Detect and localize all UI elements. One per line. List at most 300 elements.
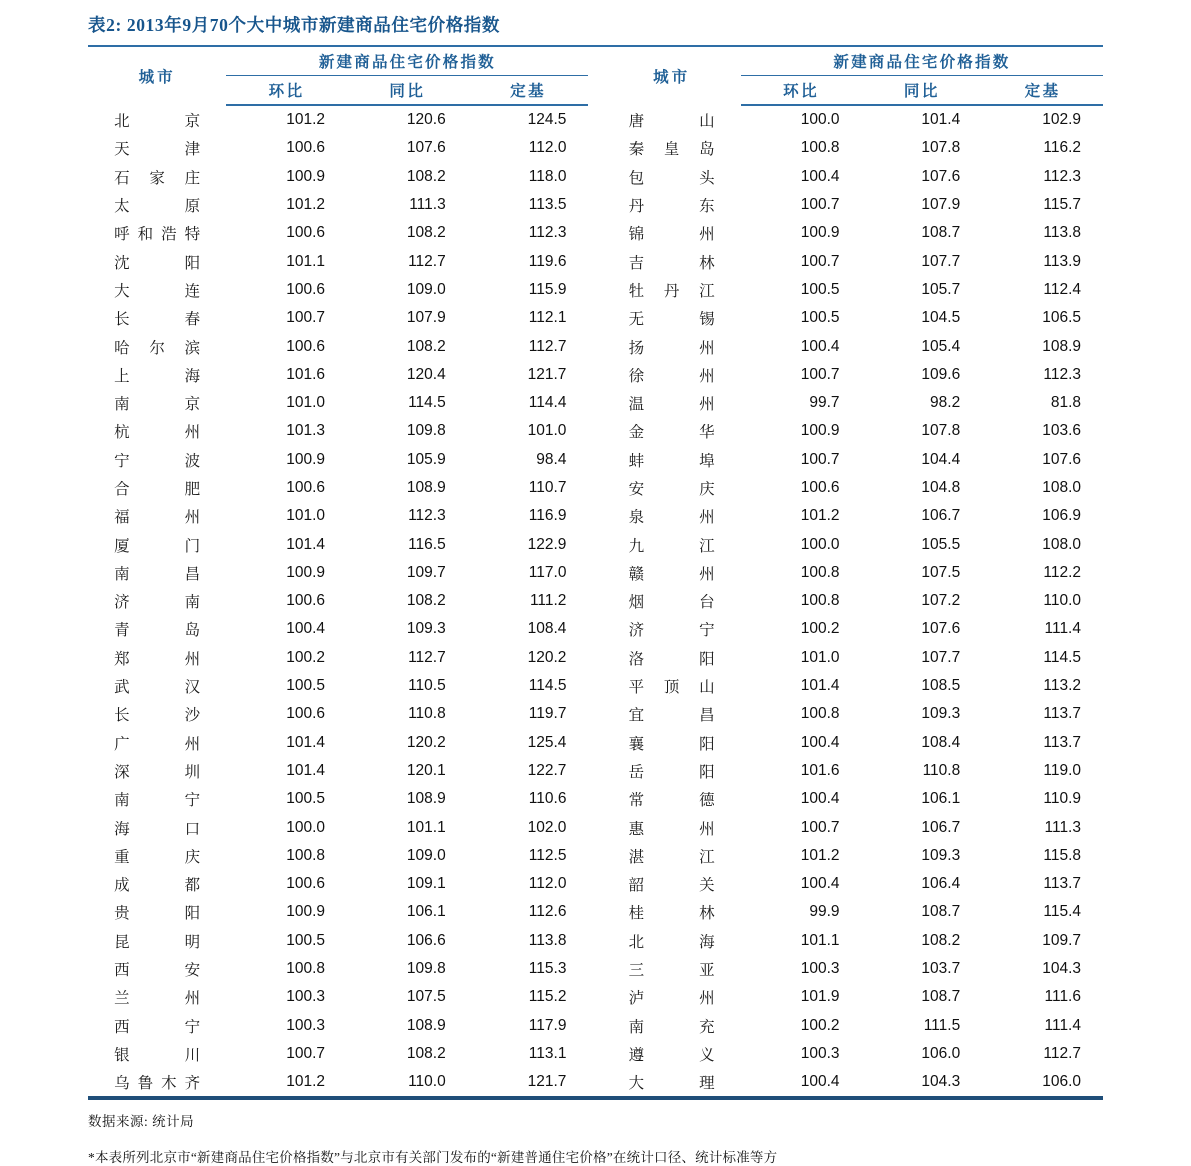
cell-base-left: 118.0 (528, 167, 567, 185)
cell-base-right: 115.4 (1043, 903, 1081, 921)
cell-city-left: 呼和浩特 (114, 226, 201, 244)
cell-base-right: 108.0 (1042, 479, 1081, 496)
cell-city-left: 深圳 (114, 763, 201, 781)
col-group-header-right: 新建商品住宅价格指数 (741, 47, 1103, 76)
cell-city-left: 成都 (114, 877, 201, 895)
cell-city-left: 西安 (114, 962, 201, 980)
cell-yoy-right: 108.4 (921, 733, 961, 751)
col-header-base-right: 定基 (982, 76, 1103, 106)
cell-mom-right: 100.4 (800, 875, 840, 893)
cell-mom-right: 100.7 (800, 818, 840, 836)
cell-yoy-left: 116.5 (408, 535, 446, 553)
cell-base-right: 103.6 (1042, 422, 1081, 440)
cell-mom-left: 101.4 (286, 761, 325, 779)
cell-base-left: 114.5 (528, 677, 567, 695)
cell-city-left: 郑州 (114, 650, 201, 668)
cell-yoy-right: 108.2 (921, 931, 961, 949)
cell-yoy-left: 108.2 (406, 337, 446, 355)
cell-base-right: 107.6 (1042, 450, 1081, 468)
cell-city-left: 武汉 (114, 679, 201, 697)
cell-spacer (588, 389, 602, 417)
cell-yoy-right: 107.7 (921, 648, 961, 666)
cell-yoy-left: 112.7 (408, 648, 446, 666)
table-row (88, 446, 1103, 474)
cell-yoy-right: 104.3 (921, 1073, 961, 1091)
cell-mom-right: 101.2 (800, 846, 840, 864)
cell-base-left: 120.2 (527, 648, 567, 666)
cell-mom-left: 101.0 (286, 507, 325, 525)
cell-base-left: 115.2 (528, 988, 567, 1006)
cell-city-left: 杭州 (114, 424, 201, 442)
cell-mom-left: 101.1 (286, 252, 325, 270)
cell-mom-right: 101.9 (800, 988, 840, 1006)
cell-yoy-left: 120.1 (406, 761, 446, 779)
cell-base-left: 121.7 (527, 1073, 567, 1091)
cell-yoy-right: 103.7 (921, 960, 961, 978)
table-row (88, 474, 1103, 502)
cell-city-left: 南昌 (114, 565, 201, 583)
table-row (88, 530, 1103, 558)
cell-city-right: 蚌埠 (628, 452, 715, 470)
cell-yoy-left: 108.2 (406, 167, 446, 185)
cell-mom-right: 100.3 (800, 1044, 840, 1062)
table-row (88, 304, 1103, 332)
cell-city-left: 上海 (114, 367, 201, 385)
cell-mom-right: 101.4 (800, 677, 840, 695)
cell-yoy-left: 120.6 (406, 111, 446, 129)
cell-yoy-right: 98.2 (930, 394, 961, 412)
cell-yoy-left: 111.3 (409, 196, 446, 214)
col-header-yoy-right: 同比 (862, 76, 983, 106)
cell-mom-left: 101.0 (286, 394, 325, 412)
cell-mom-left: 100.3 (286, 988, 325, 1006)
cell-mom-right: 100.7 (800, 252, 840, 270)
cell-mom-left: 100.9 (286, 450, 325, 468)
cell-base-left: 112.7 (528, 337, 567, 355)
cell-mom-right: 100.4 (800, 790, 840, 808)
cell-spacer (588, 1068, 602, 1096)
cell-base-right: 109.7 (1042, 931, 1081, 949)
cell-spacer (588, 615, 602, 643)
cell-city-right: 包头 (628, 169, 715, 187)
cell-mom-left: 100.6 (286, 280, 325, 298)
cell-mom-left: 101.2 (286, 196, 325, 214)
cell-base-right: 113.8 (1043, 224, 1081, 242)
cell-yoy-left: 108.2 (406, 1044, 446, 1062)
cell-base-left: 117.0 (528, 563, 567, 581)
cell-yoy-right: 107.6 (921, 620, 961, 638)
cell-spacer (588, 983, 602, 1011)
cell-yoy-right: 107.7 (921, 252, 961, 270)
cell-city-left: 合肥 (114, 481, 201, 498)
cell-spacer (588, 417, 602, 445)
cell-yoy-right: 106.4 (921, 875, 961, 893)
cell-base-right: 112.3 (1043, 365, 1081, 383)
cell-city-left: 西宁 (114, 1018, 201, 1036)
cell-yoy-left: 109.8 (406, 422, 446, 440)
cell-base-right: 81.8 (1050, 394, 1081, 412)
cell-city-left: 石家庄 (114, 169, 201, 187)
cell-base-right: 112.2 (1043, 563, 1081, 581)
cell-city-right: 岳阳 (628, 763, 715, 781)
cell-city-left: 乌鲁木齐 (114, 1075, 201, 1093)
cell-mom-left: 100.8 (286, 846, 325, 864)
cell-base-right: 113.7 (1043, 875, 1081, 893)
cell-yoy-right: 108.7 (921, 903, 961, 921)
table-head (88, 47, 1103, 105)
cell-yoy-right: 109.3 (921, 846, 961, 864)
cell-spacer (588, 105, 602, 134)
cell-city-right: 扬州 (628, 339, 715, 357)
cell-base-left: 113.8 (528, 931, 567, 949)
cell-spacer (588, 530, 602, 558)
table-row (88, 559, 1103, 587)
cell-city-left: 长春 (114, 311, 201, 329)
table-row (88, 417, 1103, 445)
cell-yoy-left: 108.9 (406, 790, 446, 808)
cell-mom-right: 100.0 (800, 535, 840, 553)
cell-mom-right: 100.5 (800, 280, 840, 298)
table-row (88, 587, 1103, 615)
cell-yoy-right: 106.1 (921, 790, 961, 808)
cell-base-right: 108.9 (1042, 337, 1081, 355)
cell-base-left: 112.5 (528, 846, 567, 864)
cell-yoy-left: 101.1 (406, 818, 446, 836)
cell-base-right: 111.6 (1044, 988, 1081, 1006)
cell-base-left: 111.2 (529, 592, 567, 610)
cell-yoy-left: 109.0 (406, 846, 446, 864)
table-row (88, 870, 1103, 898)
cell-mom-left: 101.2 (286, 111, 325, 129)
cell-city-left: 天津 (114, 141, 201, 159)
col-header-mom-right: 环比 (741, 76, 862, 106)
cell-yoy-right: 109.3 (921, 705, 961, 723)
cell-spacer (588, 785, 602, 813)
cell-spacer (588, 927, 602, 955)
cell-city-right: 韶关 (628, 877, 715, 895)
cell-mom-left: 100.3 (286, 1016, 325, 1034)
cell-yoy-left: 105.9 (406, 450, 446, 468)
cell-mom-right: 100.2 (800, 1016, 840, 1034)
table-row (88, 644, 1103, 672)
cell-city-left: 济南 (114, 594, 201, 612)
cell-yoy-right: 108.7 (921, 224, 961, 242)
cell-mom-right: 100.7 (800, 365, 840, 383)
cell-city-left: 南京 (114, 396, 201, 414)
cell-base-right: 114.5 (1043, 648, 1081, 666)
table-row (88, 672, 1103, 700)
cell-mom-right: 101.6 (800, 761, 840, 779)
cell-spacer (588, 474, 602, 502)
cell-yoy-right: 106.0 (921, 1044, 961, 1062)
cell-spacer (588, 219, 602, 247)
table-row (88, 983, 1103, 1011)
cell-city-left: 沈阳 (114, 254, 201, 272)
cell-city-right: 金华 (628, 424, 715, 442)
cell-base-left: 124.5 (527, 111, 567, 129)
table-row (88, 219, 1103, 247)
cell-yoy-right: 104.5 (921, 309, 961, 327)
table-row (88, 276, 1103, 304)
table-row (88, 927, 1103, 955)
cell-yoy-right: 107.9 (921, 196, 961, 214)
cell-yoy-left: 108.9 (406, 479, 446, 496)
cell-mom-right: 101.2 (800, 507, 840, 525)
cell-spacer (588, 163, 602, 191)
cell-mom-left: 101.6 (286, 365, 325, 383)
cell-yoy-right: 110.8 (922, 761, 961, 779)
cell-spacer (588, 247, 602, 275)
cell-city-right: 遵义 (628, 1046, 715, 1064)
cell-base-left: 114.4 (528, 394, 567, 412)
table-body (88, 105, 1103, 1096)
cell-city-left: 昆明 (114, 933, 201, 951)
cell-spacer (588, 757, 602, 785)
cell-mom-right: 100.8 (800, 705, 840, 723)
cell-base-left: 108.4 (527, 620, 567, 638)
cell-mom-right: 99.7 (809, 394, 840, 412)
cell-yoy-right: 105.7 (921, 280, 961, 298)
cell-spacer (588, 276, 602, 304)
table-row (88, 729, 1103, 757)
cell-spacer (588, 729, 602, 757)
cell-base-right: 111.3 (1044, 818, 1081, 836)
cell-city-right: 牡丹江 (628, 282, 715, 300)
cell-yoy-left: 112.3 (408, 507, 446, 525)
cell-city-right: 济宁 (628, 622, 715, 640)
cell-mom-right: 101.0 (800, 648, 840, 666)
table-footer (88, 1100, 1103, 1166)
cell-base-left: 112.0 (528, 875, 567, 893)
cell-mom-right: 100.4 (800, 337, 840, 355)
cell-city-right: 湛江 (628, 848, 715, 866)
cell-base-right: 111.4 (1044, 1016, 1081, 1034)
cell-mom-right: 99.9 (809, 903, 840, 921)
cell-mom-left: 101.2 (286, 1073, 325, 1091)
cell-yoy-right: 107.5 (921, 563, 961, 581)
table-row (88, 1040, 1103, 1068)
cell-yoy-right: 106.7 (921, 507, 961, 525)
cell-base-right: 108.0 (1042, 535, 1081, 553)
cell-yoy-right: 108.7 (921, 988, 961, 1006)
cell-mom-right: 100.4 (800, 733, 840, 751)
cell-yoy-right: 104.8 (921, 479, 961, 496)
cell-base-right: 106.9 (1042, 507, 1081, 525)
cell-city-right: 唐山 (628, 112, 715, 130)
cell-base-left: 102.0 (527, 818, 567, 836)
table-row (88, 700, 1103, 728)
cell-spacer (588, 559, 602, 587)
cell-base-right: 119.0 (1043, 761, 1081, 779)
cell-base-right: 113.7 (1043, 733, 1081, 751)
cell-mom-left: 100.6 (286, 479, 325, 496)
cell-mom-left: 101.4 (286, 535, 325, 553)
cell-yoy-right: 105.4 (921, 337, 961, 355)
cell-yoy-left: 108.2 (406, 592, 446, 610)
cell-yoy-left: 110.5 (408, 677, 446, 695)
cell-mom-left: 100.6 (286, 224, 325, 242)
cell-yoy-right: 107.6 (921, 167, 961, 185)
cell-mom-left: 100.5 (286, 677, 325, 695)
cell-city-right: 泸州 (628, 990, 715, 1008)
cell-mom-left: 100.0 (286, 818, 325, 836)
cell-spacer (588, 813, 602, 841)
cell-city-left: 贵阳 (114, 905, 201, 923)
table-row (88, 615, 1103, 643)
cell-mom-right: 100.7 (800, 196, 840, 214)
cell-mom-left: 101.4 (286, 733, 325, 751)
cell-yoy-left: 109.0 (406, 280, 446, 298)
cell-spacer (588, 870, 602, 898)
cell-city-right: 无锡 (628, 311, 715, 329)
cell-mom-left: 100.9 (286, 563, 325, 581)
cell-base-right: 112.7 (1043, 1044, 1081, 1062)
cell-mom-left: 100.6 (286, 705, 325, 723)
table-row (88, 163, 1103, 191)
cell-base-left: 119.6 (528, 252, 567, 270)
cell-base-right: 102.9 (1042, 111, 1081, 129)
data-source-label: 数据来源: 统计局 (88, 1113, 195, 1129)
cell-city-left: 重庆 (114, 848, 201, 866)
cell-yoy-right: 109.6 (921, 365, 961, 383)
cell-city-left: 福州 (114, 509, 201, 527)
cell-yoy-right: 111.5 (923, 1016, 961, 1034)
col-header-base-left: 定基 (468, 76, 589, 106)
cell-spacer (588, 446, 602, 474)
cell-city-right: 三亚 (628, 962, 715, 980)
cell-base-left: 122.7 (527, 761, 567, 779)
cell-yoy-left: 110.8 (408, 705, 446, 723)
cell-city-left: 太原 (114, 198, 201, 216)
cell-spacer (588, 672, 602, 700)
cell-spacer (588, 644, 602, 672)
cell-city-right: 赣州 (628, 565, 715, 583)
cell-base-right: 116.2 (1043, 139, 1081, 157)
cell-spacer (588, 898, 602, 926)
cell-mom-left: 100.9 (286, 167, 325, 185)
cell-mom-right: 100.2 (800, 620, 840, 638)
cell-city-right: 宜昌 (628, 707, 715, 725)
cell-mom-left: 100.6 (286, 139, 325, 157)
cell-city-left: 兰州 (114, 990, 201, 1008)
cell-base-right: 104.3 (1042, 960, 1081, 978)
cell-mom-right: 100.3 (800, 960, 840, 978)
page-title: 表2: 2013年9月70个大中城市新建商品住宅价格指数 (88, 15, 501, 35)
cell-base-right: 115.8 (1043, 846, 1081, 864)
cell-base-left: 115.9 (528, 280, 567, 298)
cell-base-left: 121.7 (527, 365, 567, 383)
cell-yoy-left: 112.7 (408, 252, 446, 270)
cell-yoy-right: 107.2 (921, 592, 961, 610)
cell-base-left: 117.9 (528, 1016, 567, 1034)
cell-city-right: 烟台 (628, 594, 715, 612)
cell-base-left: 116.9 (528, 507, 567, 525)
table-row (88, 1012, 1103, 1040)
cell-base-left: 113.1 (528, 1044, 567, 1062)
cell-mom-left: 100.9 (286, 903, 325, 921)
cell-base-left: 98.4 (536, 450, 567, 468)
cell-mom-left: 100.6 (286, 875, 325, 893)
cell-base-right: 110.0 (1043, 592, 1081, 610)
cell-city-left: 大连 (114, 282, 201, 300)
cell-mom-right: 100.0 (800, 111, 840, 129)
cell-mom-right: 100.4 (800, 167, 840, 185)
cell-spacer (588, 134, 602, 162)
cell-city-right: 桂林 (628, 905, 715, 923)
table-note: *本表所列北京市“新建商品住宅价格指数”与北京市有关部门发布的“新建普通住宅价格”在统计口径、统计标准等方 (88, 1149, 778, 1165)
cell-yoy-left: 109.3 (406, 620, 446, 638)
cell-city-right: 安庆 (628, 481, 715, 498)
cell-spacer (588, 502, 602, 530)
cell-city-right: 惠州 (628, 820, 715, 838)
cell-yoy-left: 109.1 (406, 875, 446, 893)
cell-yoy-right: 107.8 (921, 139, 961, 157)
cell-spacer (588, 842, 602, 870)
cell-mom-left: 100.6 (286, 592, 325, 610)
cell-mom-right: 100.6 (800, 479, 840, 496)
cell-base-left: 112.3 (528, 224, 567, 242)
cell-city-left: 北京 (114, 112, 201, 130)
cell-base-right: 111.4 (1044, 620, 1081, 638)
cell-city-left: 银川 (114, 1046, 201, 1064)
cell-base-right: 113.7 (1043, 705, 1081, 723)
cell-city-left: 哈尔滨 (114, 339, 201, 357)
cell-spacer (588, 332, 602, 360)
cell-base-left: 112.1 (528, 309, 567, 327)
cell-base-right: 110.9 (1043, 790, 1081, 808)
col-header-yoy-left: 同比 (347, 76, 468, 106)
cell-yoy-left: 107.6 (406, 139, 446, 157)
cell-spacer (588, 1012, 602, 1040)
cell-mom-left: 100.6 (286, 337, 325, 355)
cell-city-right: 大理 (628, 1075, 715, 1093)
cell-base-right: 113.9 (1043, 252, 1081, 270)
col-header-city-left: 城市 (138, 69, 176, 86)
cell-base-left: 112.6 (528, 903, 567, 921)
cell-spacer (588, 304, 602, 332)
table-row (88, 955, 1103, 983)
cell-city-right: 常德 (628, 792, 715, 810)
table-row (88, 785, 1103, 813)
table-row (88, 389, 1103, 417)
cell-city-right: 泉州 (628, 509, 715, 527)
table-row (88, 332, 1103, 360)
cell-mom-left: 100.7 (286, 1044, 325, 1062)
cell-mom-right: 100.7 (800, 450, 840, 468)
cell-city-right: 襄阳 (628, 735, 715, 753)
cell-city-right: 南充 (628, 1018, 715, 1036)
cell-spacer (588, 587, 602, 615)
table-row (88, 361, 1103, 389)
cell-yoy-left: 108.2 (406, 224, 446, 242)
cell-base-right: 112.3 (1043, 167, 1081, 185)
table-row (88, 502, 1103, 530)
cell-city-left: 南宁 (114, 792, 201, 810)
cell-spacer (588, 955, 602, 983)
cell-yoy-left: 106.1 (406, 903, 446, 921)
cell-city-right: 锦州 (628, 226, 715, 244)
cell-spacer (588, 700, 602, 728)
cell-mom-left: 100.8 (286, 960, 325, 978)
cell-yoy-left: 106.6 (406, 931, 446, 949)
cell-base-left: 112.0 (528, 139, 567, 157)
cell-mom-right: 100.9 (800, 224, 840, 242)
cell-city-right: 九江 (628, 537, 715, 555)
cell-base-left: 122.9 (527, 535, 567, 553)
cell-mom-right: 100.4 (800, 1073, 840, 1091)
cell-city-left: 青岛 (114, 622, 201, 640)
cell-city-right: 秦皇岛 (628, 141, 715, 159)
